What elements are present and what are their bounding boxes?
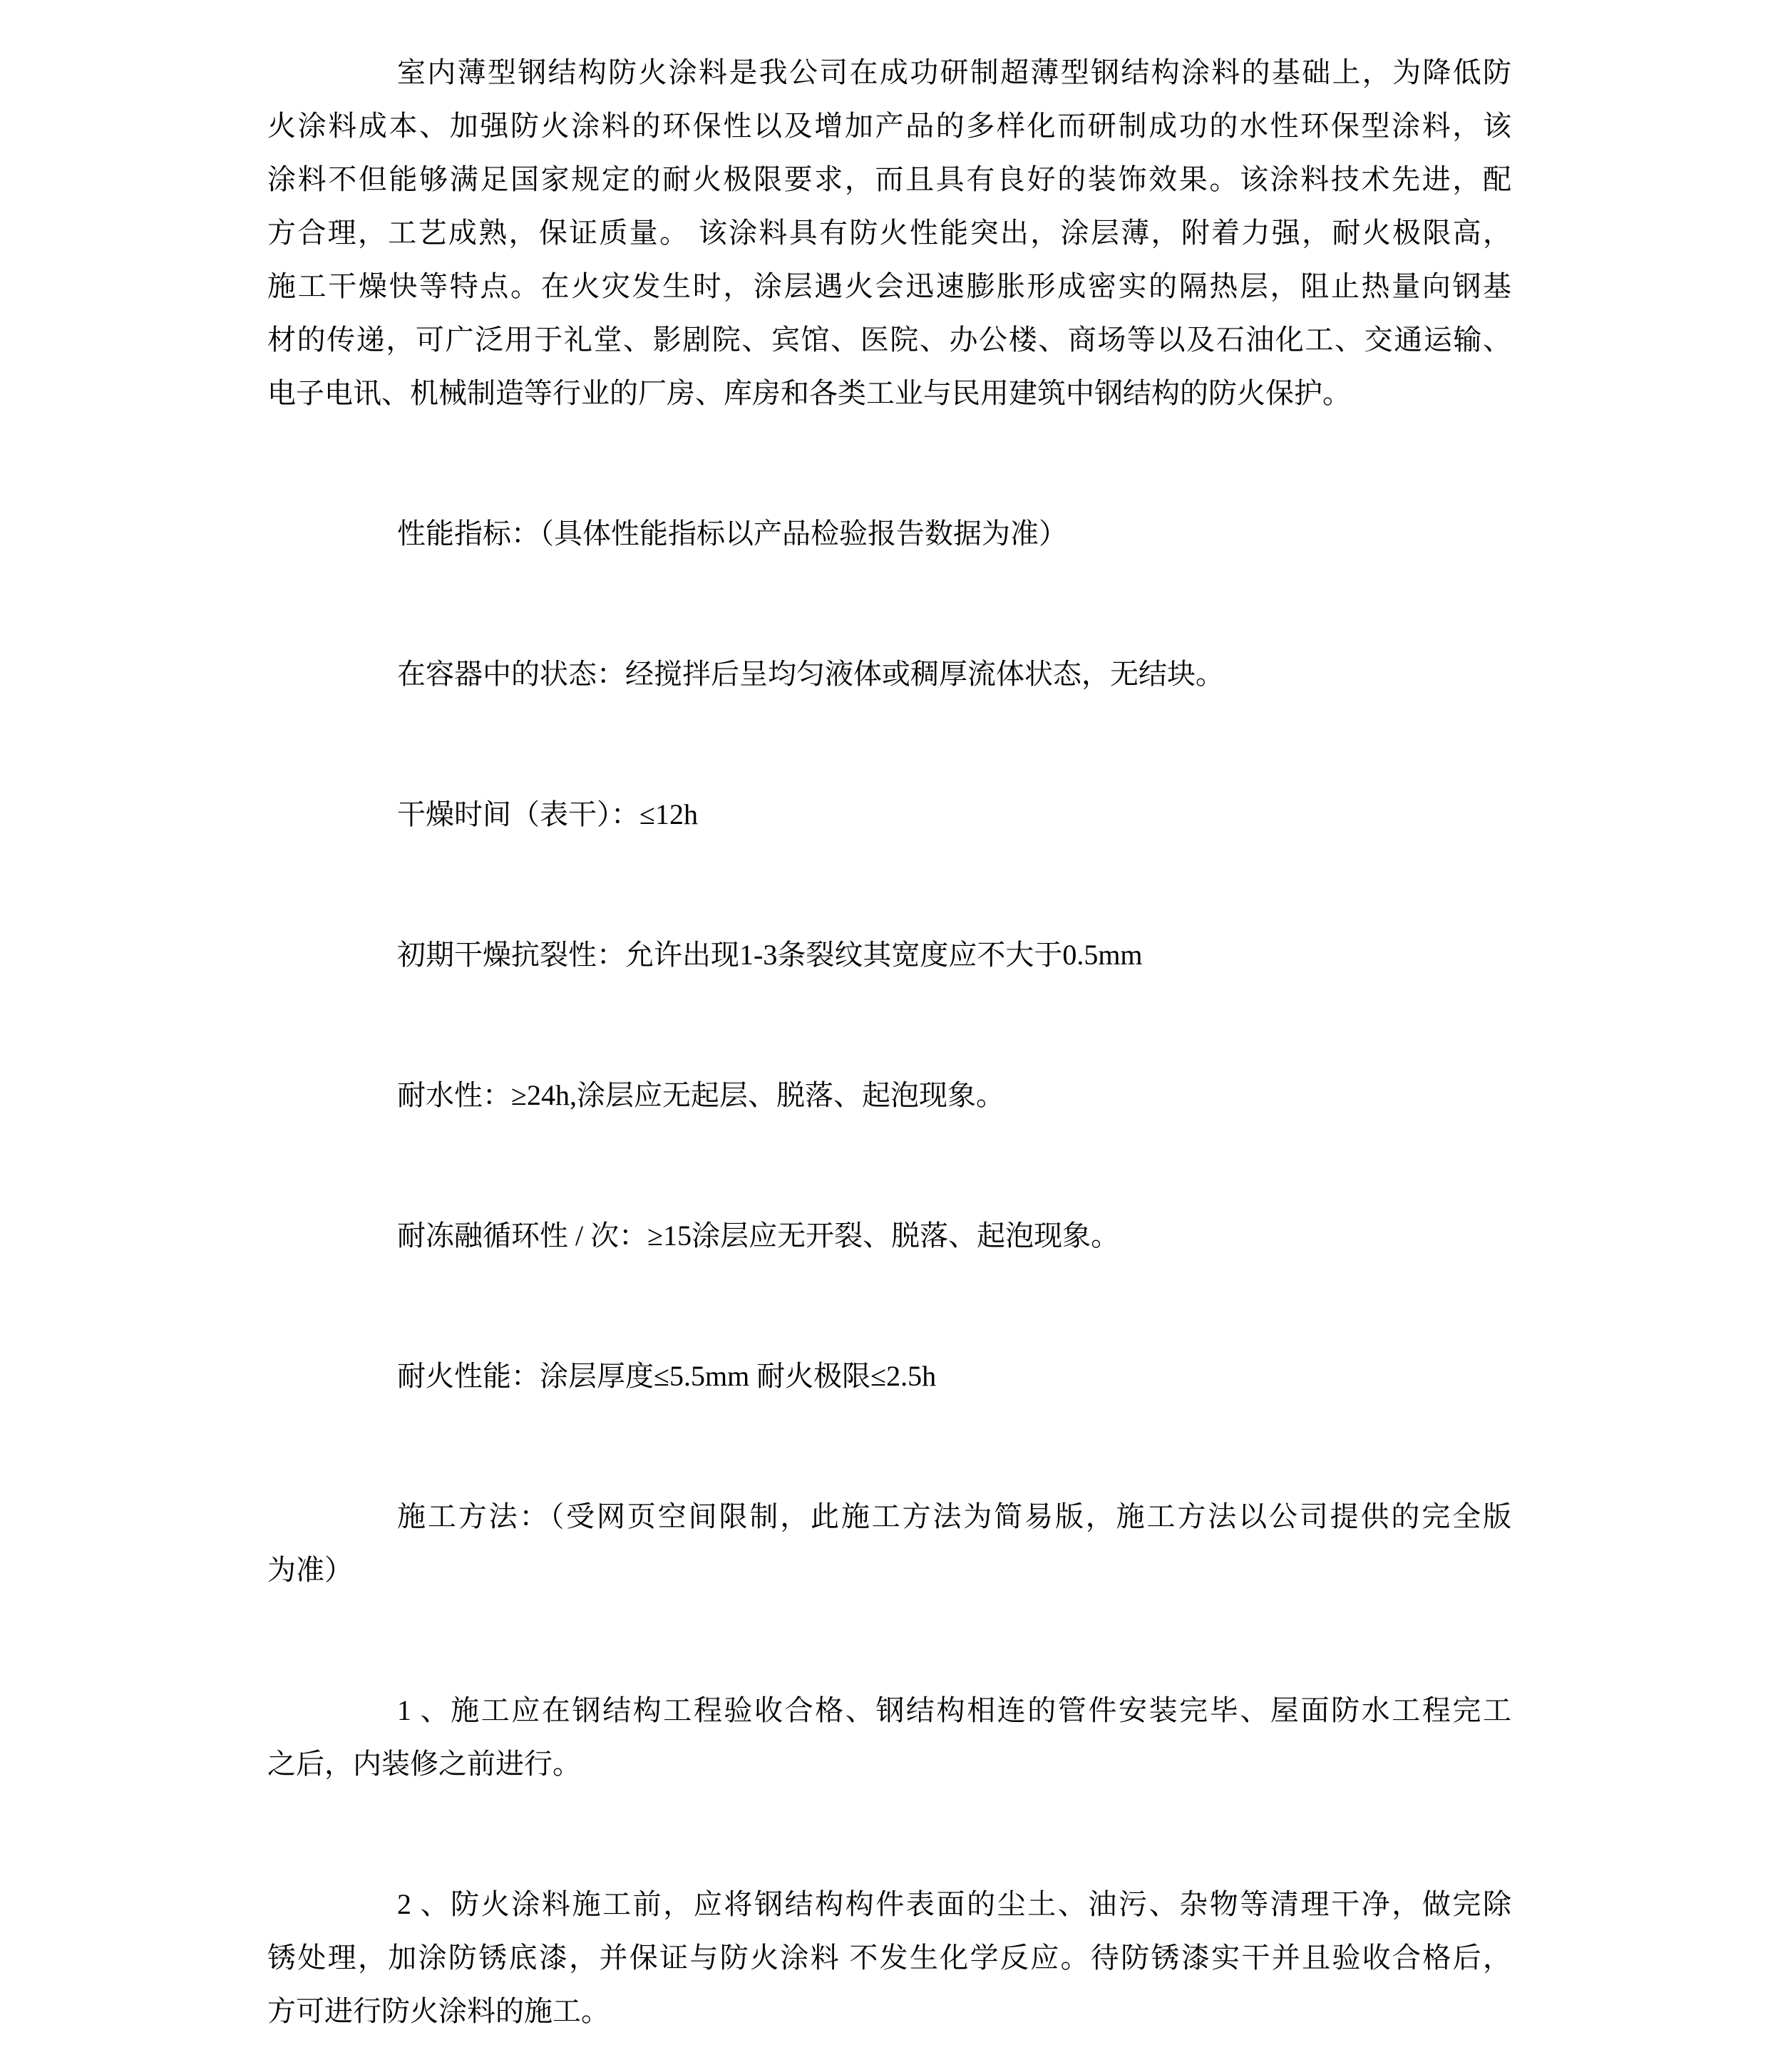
text-line: 方合理，工艺成熟，保证质量。 该涂料具有防火性能突出，涂层薄，附着力强，耐火极限高， bbox=[267, 217, 1511, 249]
text-line: 为准） bbox=[267, 1554, 353, 1586]
text-line: 施工干燥快等特点。在火灾发生时，涂层遇火会迅速膨胀形成密实的隔热层，阻止热量向钢基 bbox=[267, 270, 1511, 302]
text-line: 在容器中的状态：经搅拌后呈均匀液体或稠厚流体状态，无结块。 bbox=[397, 658, 1224, 690]
document-body bbox=[267, 46, 1511, 2038]
text-line: 施工方法：（受网页空间限制，此施工方法为简易版，施工方法以公司提供的完全版 bbox=[397, 1500, 1511, 1532]
text-line: 火涂料成本、加强防火涂料的环保性以及增加产品的多样化而研制成功的水性环保型涂料，该 bbox=[267, 110, 1511, 142]
text-line: 材的传递，可广泛用于礼堂、影剧院、宾馆、医院、办公楼、商场等以及石油化工、交通运输、 bbox=[267, 324, 1511, 356]
text-line: 耐冻融循环性 / 次：≥15涂层应无开裂、脱落、起泡现象。 bbox=[397, 1220, 1120, 1252]
paragraph bbox=[267, 1684, 1511, 1790]
paragraph bbox=[267, 1209, 1511, 1262]
paragraph bbox=[267, 507, 1511, 560]
paragraph bbox=[267, 1068, 1511, 1122]
paragraph bbox=[267, 1490, 1511, 1597]
paragraph bbox=[267, 1877, 1511, 2038]
text-line: 涂料不但能够满足国家规定的耐火极限要求，而且具有良好的装饰效果。该涂料技术先进，配 bbox=[267, 163, 1511, 195]
paragraph bbox=[267, 928, 1511, 981]
text-line: 干燥时间（表干）：≤12h bbox=[397, 798, 698, 830]
text-line: 耐水性：≥24h,涂层应无起层、脱落、起泡现象。 bbox=[397, 1079, 1004, 1111]
paragraph bbox=[267, 647, 1511, 701]
text-line: 电子电讯、机械制造等行业的厂房、库房和各类工业与民用建筑中钢结构的防火保护。 bbox=[267, 377, 1351, 409]
text-line: 室内薄型钢结构防火涂料是我公司在成功研制超薄型钢结构涂料的基础上，为降低防 bbox=[397, 56, 1511, 88]
text-line: 之后，内装修之前进行。 bbox=[267, 1748, 581, 1780]
text-line: 1 、施工应在钢结构工程验收合格、钢结构相连的管件安装完毕、屋面防水工程完工 bbox=[397, 1694, 1511, 1726]
paragraph bbox=[267, 46, 1511, 420]
paragraph bbox=[267, 788, 1511, 841]
text-line: 方可进行防火涂料的施工。 bbox=[267, 1995, 610, 2027]
text-line: 耐火性能：涂层厚度≤5.5mm 耐火极限≤2.5h bbox=[397, 1360, 937, 1392]
text-line: 初期干燥抗裂性：允许出现1-3条裂纹其宽度应不大于0.5mm bbox=[397, 939, 1143, 971]
text-line: 2 、防火涂料施工前，应将钢结构构件表面的尘土、油污、杂物等清理干净，做完除 bbox=[397, 1888, 1511, 1920]
text-line: 锈处理，加涂防锈底漆，并保证与防火涂料 不发生化学反应。待防锈漆实干并且验收合格后， bbox=[267, 1942, 1511, 1974]
paragraph bbox=[267, 1349, 1511, 1403]
text-line: 性能指标：（具体性能指标以产品检验报告数据为准） bbox=[397, 517, 1067, 550]
